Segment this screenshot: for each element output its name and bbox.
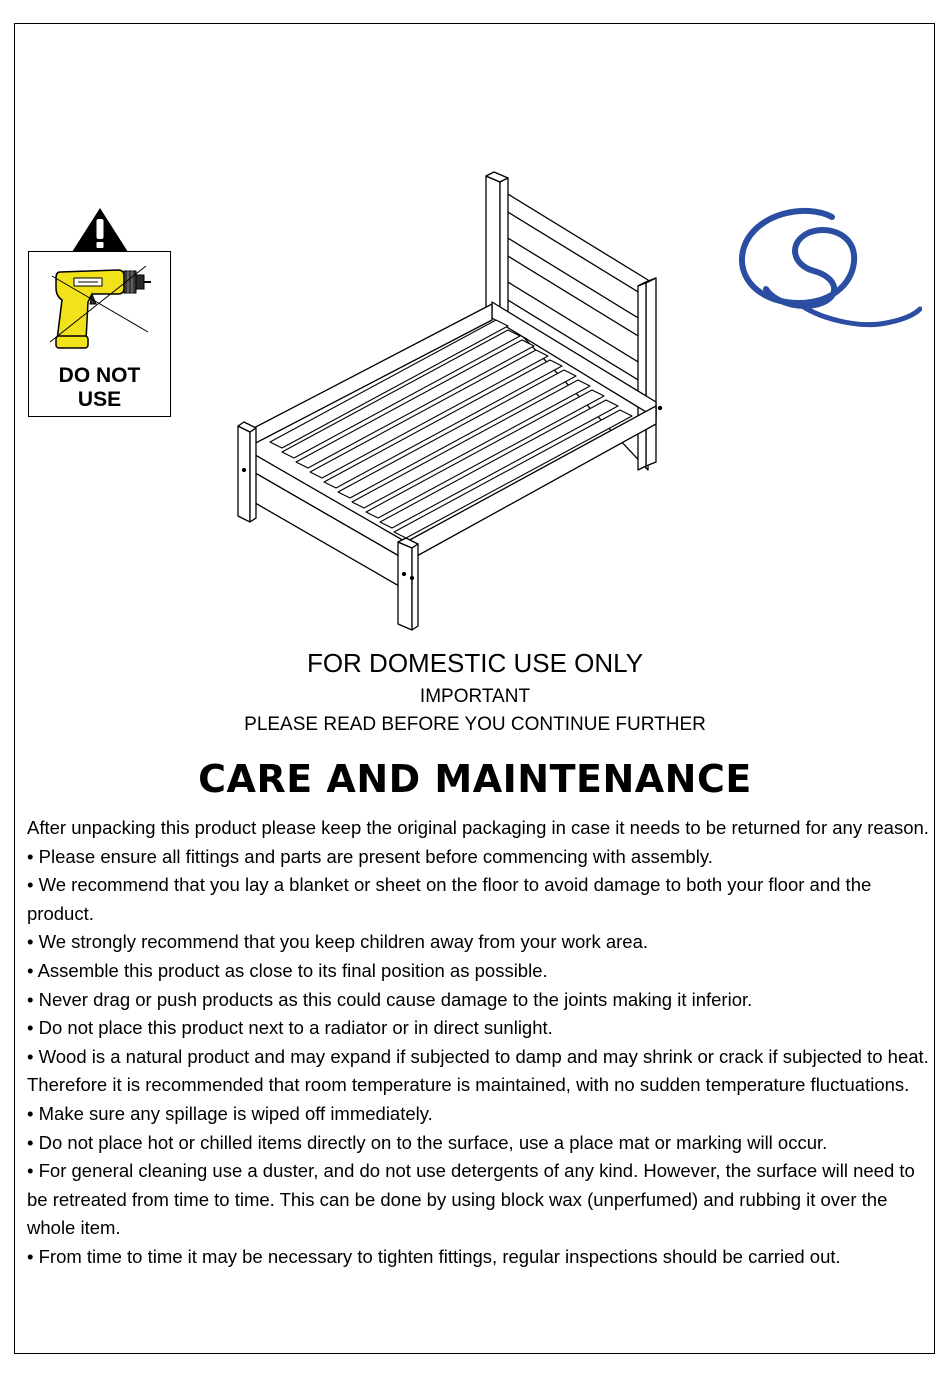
domestic-use-heading: FOR DOMESTIC USE ONLY <box>306 648 644 678</box>
instruction-paragraph: • Do not place hot or chilled items directly on to the surface, use a place mat or marking will occur. <box>27 1131 828 1153</box>
care-and-maintenance-title: CARE AND MAINTENANCE <box>198 757 752 801</box>
read-before-heading: PLEASE READ BEFORE YOU CONTINUE FURTHER <box>244 714 706 735</box>
instruction-paragraph: • Wood is a natural product and may expand if subjected to damp and may shrink or crack if subjected to heat. Therefore it is recommended that room temperature is maintained, with no sudden temperature fluctuations. <box>27 1045 929 1096</box>
instruction-paragraph: • We recommend that you lay a blanket or sheet on the floor to avoid damage to both your floor and the product. <box>27 874 872 924</box>
instruction-paragraph: • Assemble this product as close to its final position as possible. <box>27 959 548 981</box>
instruction-paragraph: • Make sure any spillage is wiped off immediately. <box>27 1102 433 1124</box>
important-heading: IMPORTANT <box>419 686 531 707</box>
care-instructions <box>27 814 932 1272</box>
instruction-paragraph: After unpacking this product please keep the original packaging in case it needs to be returned for any reason. <box>27 817 929 838</box>
instruction-paragraph: • From time to time it may be necessary to tighten fittings, regular inspections should be carried out. <box>27 1245 841 1267</box>
instruction-paragraph: • For general cleaning use a duster, and do not use detergents of any kind. However, the surface will need to be retreated from time to time. This can be done by using block wax (unperfumed) and rubbing it over the whole item. <box>27 1160 915 1239</box>
warning-line-2: USE <box>77 388 122 411</box>
brand-logo-icon <box>736 205 922 330</box>
bed-frame-illustration <box>230 170 670 636</box>
instruction-paragraph: • Never drag or push products as this could cause damage to the joints making it inferior. <box>27 988 753 1010</box>
instruction-paragraph: • Please ensure all fittings and parts are present before commencing with assembly. <box>27 845 713 867</box>
exclamation-triangle-icon <box>71 207 129 253</box>
instruction-paragraph: • We strongly recommend that you keep children away from your work area. <box>27 931 649 953</box>
warning-line-1: DO NOT <box>58 364 141 387</box>
power-drill-icon <box>48 262 152 352</box>
do-not-use-label <box>28 364 171 412</box>
instruction-paragraph: • Do not place this product next to a radiator or in direct sunlight. <box>27 1017 553 1039</box>
